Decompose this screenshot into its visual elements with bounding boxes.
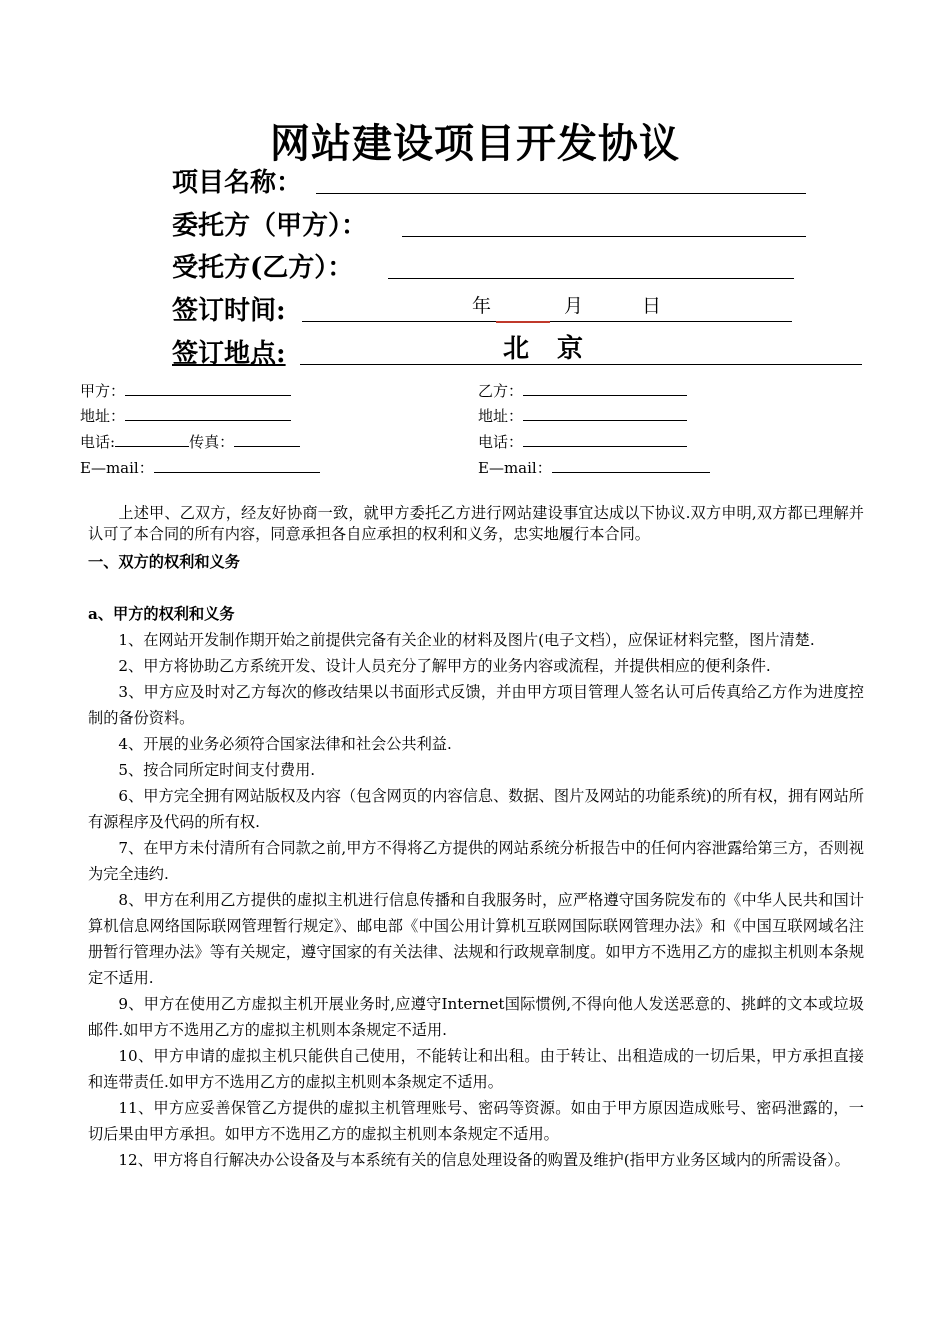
clause: 5、按合同所定时间支付费用.	[118, 761, 316, 779]
date-year: 年	[472, 295, 492, 317]
party-a-phone-label: 电话:	[80, 433, 116, 451]
party-b-address-row	[478, 406, 687, 426]
date-day: 日	[642, 295, 662, 317]
clause: 2、甲方将协助乙方系统开发、设计人员充分了解甲方的业务内容或流程，并提供相应的便利条件.	[118, 657, 771, 675]
party-b-address-label: 地址：	[478, 407, 524, 425]
date-month: 月	[564, 295, 584, 317]
sign-place-row	[172, 334, 286, 374]
agreement-body	[88, 503, 864, 1173]
party-b-phone-label: 电话：	[478, 433, 524, 451]
party-b-name-blank[interactable]	[523, 381, 687, 396]
party-a-address-label: 地址：	[80, 407, 126, 425]
section-1-title: 一、双方的权利和义务	[88, 553, 240, 571]
clause: 1、在网站开发制作期开始之前提供完备有关企业的材料及图片(电子文档），应保证材料完整，图片清楚.	[118, 631, 815, 649]
contractor-label: 受托方(乙方）：	[172, 253, 354, 283]
party-a-name-blank[interactable]	[125, 381, 291, 396]
party-a-phone-blank[interactable]	[115, 432, 189, 447]
party-a-address-blank[interactable]	[125, 406, 291, 421]
party-b-email-label: E—mail：	[478, 459, 552, 477]
clause: 12、甲方将自行解决办公设备及与本系统有关的信息处理设备的购置及维护(指甲方业务区域内的所需设备）。	[118, 1151, 850, 1169]
project-name-label: 项目名称：	[172, 168, 303, 198]
clause: 11、甲方应妥善保管乙方提供的虚拟主机管理账号、密码等资源。如由于甲方原因造成账号、密码泄露的，一切后果由甲方承担。如甲方不选用乙方的虚拟主机则本条规定不适用。	[88, 1099, 864, 1143]
client-row	[172, 206, 367, 246]
party-a-name-row	[80, 381, 291, 401]
clause: 9、甲方在使用乙方虚拟主机开展业务时,应遵守Internet国际惯例,不得向他人发送恶意的、挑衅的文本或垃圾邮件.如甲方不选用乙方的虚拟主机则本条规定不适用.	[88, 995, 864, 1039]
party-b-email-row	[478, 458, 710, 478]
contractor-row	[172, 248, 353, 288]
clause: 8、甲方在利用乙方提供的虚拟主机进行信息传播和自我服务时，应严格遵守国务院发布的《中华人民共和国计算机信息网络国际联网管理暂行规定》、邮电部《中国公用计算机互联网国际联网管理办法》和《中国互联网域名注册暂行管理办法》等有关规定，遵守国家的有关法律、法规和行政规章制度。如甲方不选用乙方的虚拟主机则本条规定不适用.	[88, 891, 864, 987]
party-a-email-label: E—mail：	[80, 459, 154, 477]
sign-date-label: 签订时间:	[172, 296, 286, 326]
blank-line	[88, 575, 864, 601]
party-a-email-row	[80, 458, 320, 478]
party-a-fax-label: 传真：	[189, 433, 235, 451]
sign-place-label: 签订地点:	[172, 339, 286, 369]
sign-date-row	[172, 291, 286, 331]
party-b-phone-blank[interactable]	[523, 432, 687, 447]
subsection-a-title: a、甲方的权利和义务	[88, 605, 235, 623]
intro-paragraph: 上述甲、乙双方，经友好协商一致，就甲方委托乙方进行网站建设事宜达成以下协议.双方申明,双方都已理解并认可了本合同的所有内容，同意承担各自应承担的权利和义务，忠实地履行本合同。	[88, 504, 864, 543]
clause: 10、甲方申请的虚拟主机只能供自己使用，不能转让和出租。由于转让、出租造成的一切后果，甲方承担直接和连带责任.如甲方不选用乙方的虚拟主机则本条规定不适用。	[88, 1047, 864, 1091]
party-b-address-blank[interactable]	[523, 406, 687, 421]
sign-place-blank	[300, 334, 862, 365]
party-a-label: 甲方：	[80, 382, 126, 400]
party-a-email-blank[interactable]	[154, 458, 320, 473]
contractor-blank[interactable]	[388, 248, 794, 279]
party-a-fax-blank[interactable]	[234, 432, 300, 447]
party-b-name-row	[478, 381, 687, 401]
clause: 6、甲方完全拥有网站版权及内容（包含网页的内容信息、数据、图片及网站的功能系统)的所有权，拥有网站所有源程序及代码的所有权.	[88, 787, 864, 831]
project-name-row	[172, 163, 302, 203]
party-a-address-row	[80, 406, 291, 426]
party-b-label: 乙方：	[478, 382, 524, 400]
document-title: 网站建设项目开发协议	[270, 120, 680, 167]
party-a-phone-row	[80, 432, 300, 452]
month-red-underline	[496, 291, 550, 323]
client-label: 委托方（甲方）：	[172, 211, 368, 241]
party-b-email-blank[interactable]	[552, 458, 710, 473]
clause: 3、甲方应及时对乙方每次的修改结果以书面形式反馈，并由甲方项目管理人签名认可后传真给乙方作为进度控制的备份资料。	[88, 683, 864, 727]
sign-place-value: 北京	[503, 334, 612, 364]
clause: 4、开展的业务必须符合国家法律和社会公共利益.	[118, 735, 452, 753]
project-name-blank[interactable]	[316, 163, 806, 194]
party-b-phone-row	[478, 432, 687, 452]
client-blank[interactable]	[402, 206, 806, 237]
clause: 7、在甲方未付清所有合同款之前,甲方不得将乙方提供的网站系统分析报告中的任何内容泄露给第三方，否则视为完全违约.	[88, 839, 864, 883]
